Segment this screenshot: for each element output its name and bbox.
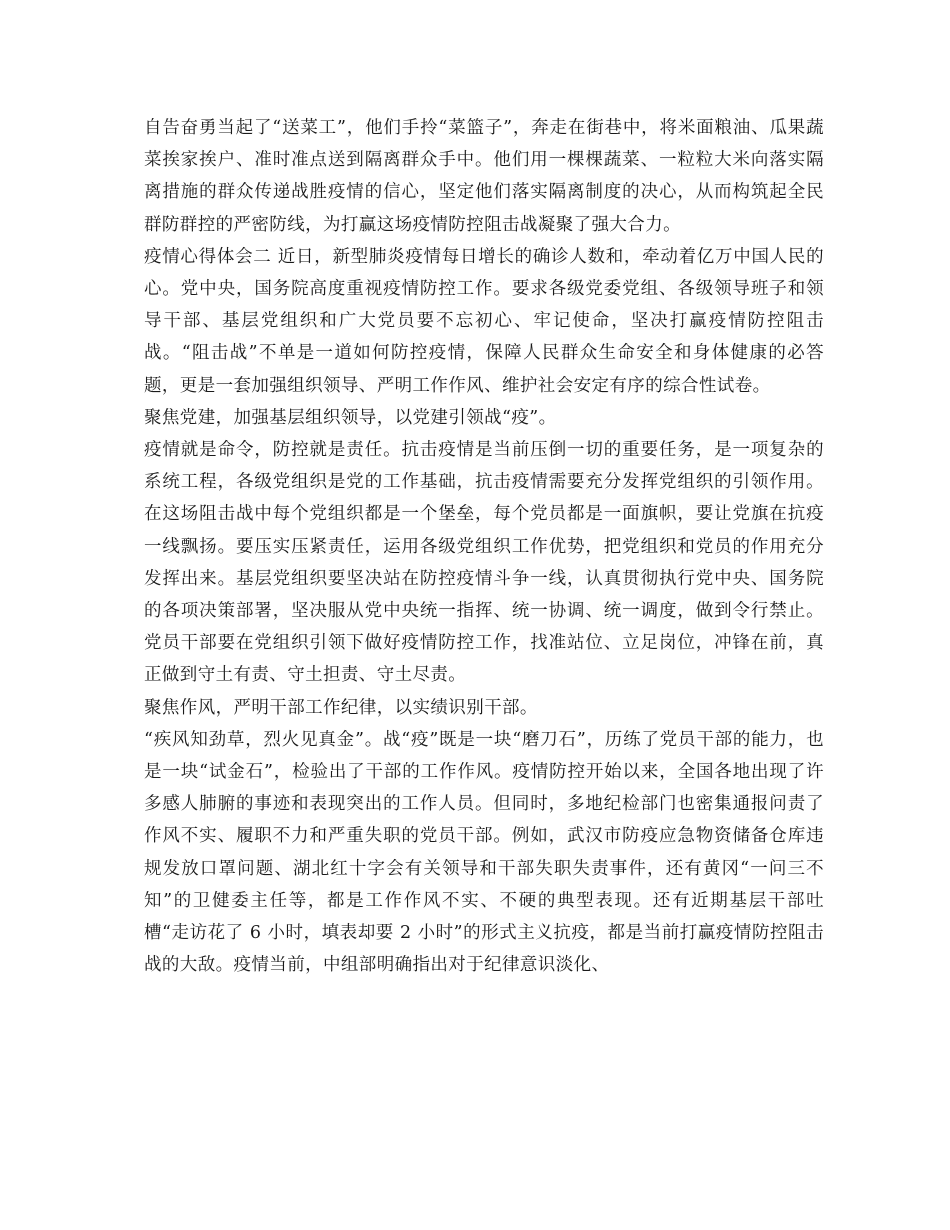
paragraph-party-building: 疫情就是命令，防控就是责任。抗击疫情是当前压倒一切的重要任务，是一项复杂的系统工程，各级党组织是党的工作基础，抗击疫情需要充分发挥党组织的引领作用。在这场阻击战中每个党组织都是一个堡垒，每个党员都是一面旗帜，要让党旗在抗疫一线飘扬。要压实压紧责任，运用各级党组织工作优势，把党组织和党员的作用充分发挥出来。基层党组织要坚决站在防控疫情斗争一线，认真贯彻执行党中央、国务院的各项决策部署，坚决服从党中央统一指挥、统一协调、统一调度，做到令行禁止。党员干部要在党组织引领下做好疫情防控工作，找准站位、立足岗位，冲锋在前，真正做到守土有责、守土担责、守土尽责。 (144, 440, 824, 686)
paragraph-essay-two: 疫情心得体会二 近日，新型肺炎疫情每日增长的确诊人数和，牵动着亿万中国人民的心。党中央，国务院高度重视疫情防控工作。要求各级党委党组、各级领导班子和领导干部、基层党组织和广大党员要不忘初心、牢记使命，坚决打赢疫情防控阻击战。“阻击战”不单是一道如何防控疫情，保障人民群众生命安全和身体健康的必答题，更是一套加强组织领导、严明工作作风、维护社会安定有序的综合性试卷。 (144, 246, 824, 396)
document-body (144, 112, 824, 981)
paragraph-work-style: “疾风知劲草，烈火见真金”。战“疫”既是一块“磨刀石”，历练了党员干部的能力，也是一块“试金石”，检验出了干部的工作作风。疫情防控开始以来，全国各地出现了许多感人肺腑的事迹和表现突出的工作人员。但同时，多地纪检部门也密集通报问责了作风不实、履职不力和严重失职的党员干部。例如，武汉市防疫应急物资储备仓库违规发放口罩问题、湖北红十字会有关领导和干部失职失责事件，还有黄冈“一问三不知”的卫健委主任等，都是工作作风不实、不硬的典型表现。还有近期基层干部吐槽“走访花了 6 小时，填表却要 2 小时”的形式主义抗疫，都是当前打赢疫情防控阻击战的大敌。疫情当前，中组部明确指出对于纪律意识淡化、 (144, 729, 824, 976)
section-heading-work-style: 聚焦作风，严明干部工作纪律，以实绩识别干部。 (144, 697, 538, 718)
paragraph-intro-continued: 自告奋勇当起了“送菜工”，他们手拎“菜篮子”，奔走在街巷中，将米面粮油、瓜果蔬菜挨家挨户、准时准点送到隔离群众手中。他们用一棵棵蔬菜、一粒粒大米向落实隔离措施的群众传递战胜疫情的信心，坚定他们落实隔离制度的决心，从而构筑起全民群防群控的严密防线，为打赢这场疫情防控阻击战凝聚了强大合力。 (144, 118, 824, 235)
section-heading-party-building: 聚焦党建，加强基层组织领导，以党建引领战“疫”。 (144, 407, 557, 428)
